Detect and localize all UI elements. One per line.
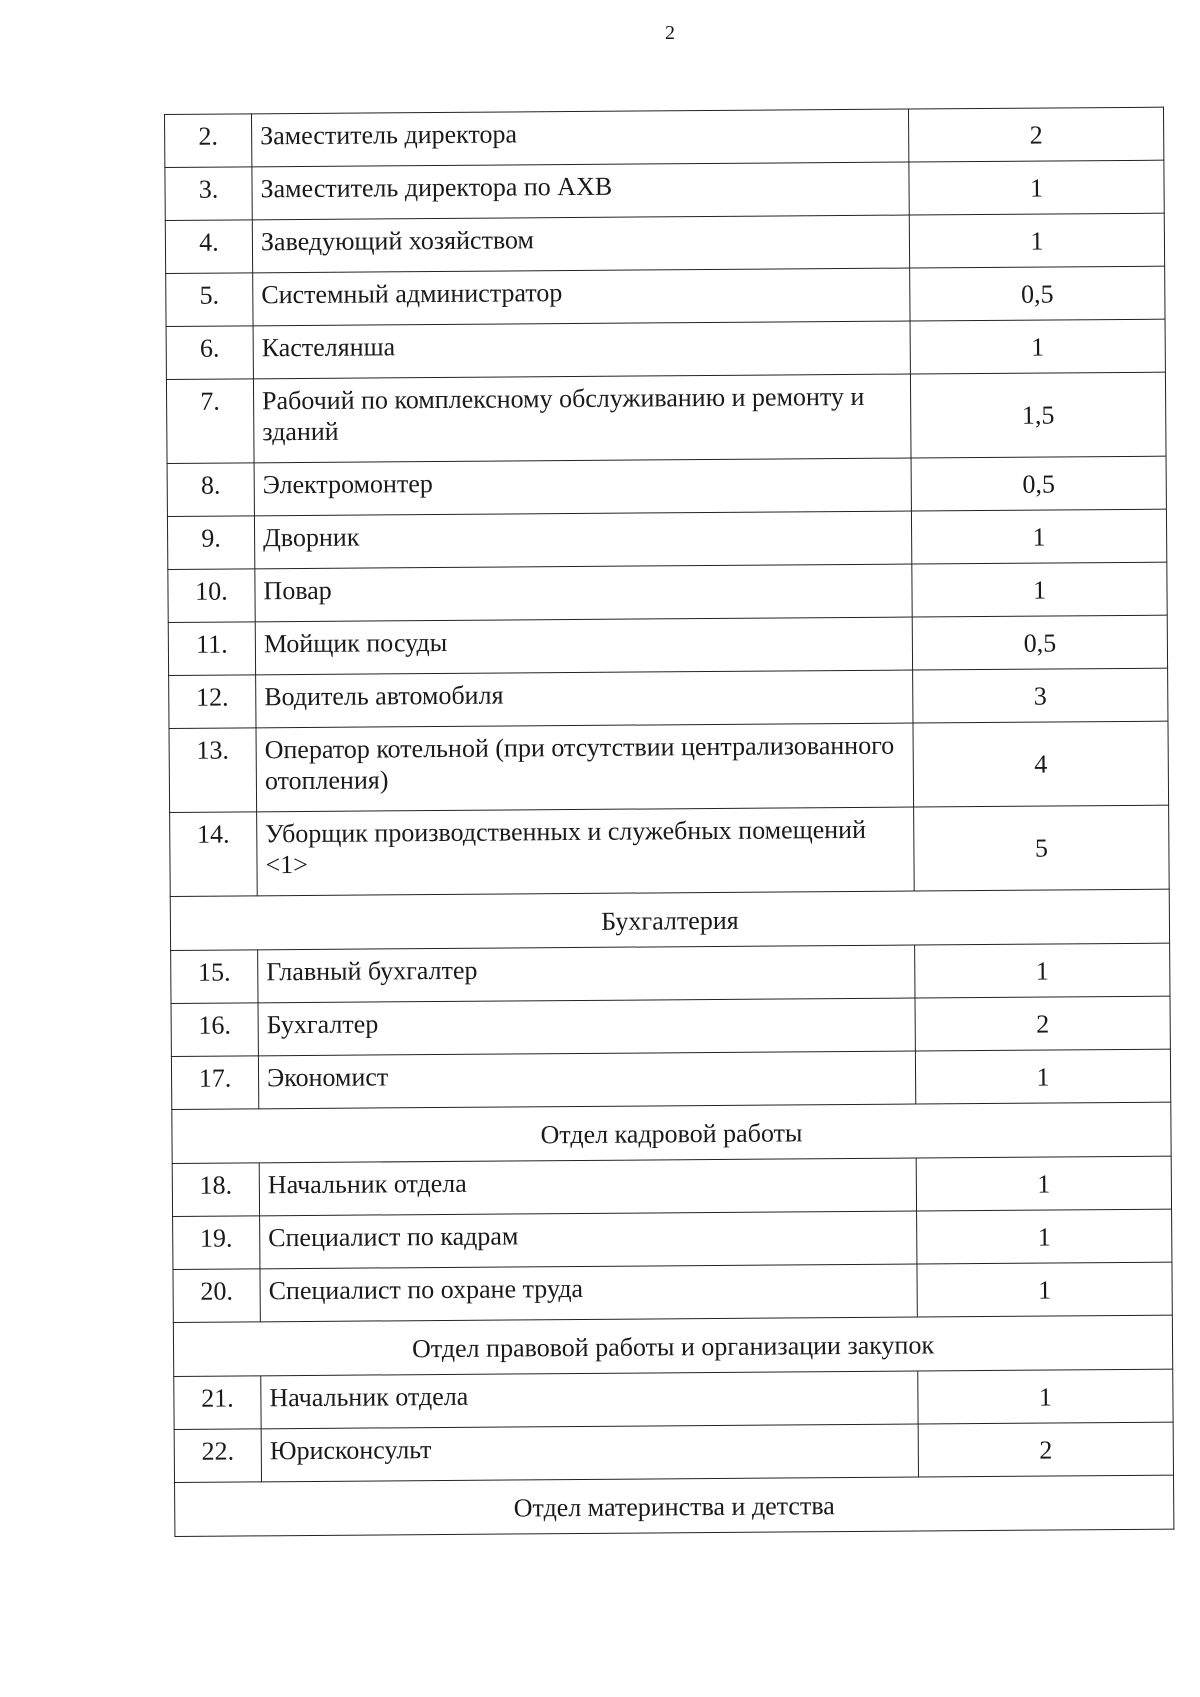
section-header-row [170,889,1169,950]
section-header-row [175,1475,1174,1536]
row-number: 12. [169,675,256,729]
position-name: Повар [255,564,912,622]
staff-count: 5 [914,805,1170,891]
position-name: Заведующий хозяйством [252,215,909,273]
row-number: 7. [166,379,254,464]
staff-count: 1 [917,1262,1172,1317]
row-number: 20. [173,1269,260,1323]
position-name: Мойщик посуды [255,617,912,675]
position-name: Юрисконсульт [261,1424,918,1482]
staff-count: 0,5 [911,456,1166,511]
row-number: 8. [167,463,254,517]
position-name: Кастелянша [253,321,910,379]
staff-count: 3 [913,668,1168,723]
table-row [172,1156,1171,1216]
row-number: 19. [173,1216,260,1270]
table-row [174,1422,1173,1482]
section-header-row [172,1102,1171,1163]
row-number: 17. [171,1056,258,1110]
position-name: Начальник отдела [261,1371,918,1429]
table-row [171,943,1170,1003]
section-title: Отдел правовой работы и организации закупок [173,1315,1172,1376]
staff-count: 1 [912,562,1167,617]
table-row [166,266,1165,326]
staff-table [164,107,1174,1537]
table-row [168,562,1167,622]
page-number: 2 [665,22,675,44]
table-row [165,213,1164,273]
table-row [174,1369,1173,1429]
table-row [169,668,1168,728]
row-number: 22. [174,1429,261,1483]
row-number: 6. [166,326,253,380]
staff-count: 1 [911,509,1166,564]
position-name: Бухгалтер [258,998,915,1056]
table-row [165,160,1164,220]
row-number: 15. [171,950,258,1004]
table-row [165,107,1164,167]
staff-count: 1 [918,1369,1173,1424]
table-row [173,1209,1172,1269]
staff-count: 1 [909,160,1164,215]
section-title: Бухгалтерия [170,889,1169,950]
row-number: 10. [168,569,255,623]
staff-count: 1,5 [910,372,1166,458]
position-name: Специалист по кадрам [260,1211,917,1269]
staff-count: 1 [916,1156,1171,1211]
staff-count: 2 [908,107,1163,162]
position-name: Начальник отдела [259,1158,916,1216]
table-row [167,456,1166,516]
row-number: 5. [166,273,253,327]
row-number: 18. [172,1163,259,1217]
staff-count: 4 [913,721,1169,807]
row-number: 3. [165,167,252,221]
row-number: 2. [165,114,252,168]
table-row [167,509,1166,569]
row-number: 11. [168,622,255,676]
position-name: Заместитель директора по АХВ [252,162,909,220]
position-name: Экономист [258,1051,915,1109]
table-row [170,805,1170,896]
staff-count: 1 [909,213,1164,268]
row-number: 4. [165,220,252,274]
row-number: 9. [167,516,254,570]
table-row [166,372,1166,463]
staff-count: 1 [915,943,1170,998]
table-row [171,1049,1170,1109]
position-name: Рабочий по комплексному обслуживанию и ремонту и зданий [253,374,911,463]
row-number: 16. [171,1003,258,1057]
staff-count: 2 [915,996,1170,1051]
table-body [165,107,1174,1536]
position-name: Электромонтер [254,458,911,516]
row-number: 14. [170,812,258,897]
position-name: Дворник [254,511,911,569]
section-title: Отдел кадровой работы [172,1102,1171,1163]
staff-count: 1 [915,1049,1170,1104]
table-row [173,1262,1172,1322]
position-name: Системный администратор [253,268,910,326]
staff-count: 0,5 [912,615,1167,670]
position-name: Заместитель директора [252,109,909,167]
position-name: Водитель автомобиля [256,670,913,728]
table-row [171,996,1170,1056]
section-title: Отдел материнства и детства [175,1475,1174,1536]
position-name: Главный бухгалтер [258,945,915,1003]
position-name: Уборщик производственных и служебных помещений <1> [257,807,915,896]
table-row [168,615,1167,675]
staff-count: 0,5 [910,266,1165,321]
staff-count: 1 [917,1209,1172,1264]
table-row [169,721,1169,812]
position-name: Специалист по охране труда [260,1264,917,1322]
staff-count: 1 [910,319,1165,374]
position-name: Оператор котельной (при отсутствии централизованного отопления) [256,723,914,812]
staff-count: 2 [918,1422,1173,1477]
row-number: 21. [174,1376,261,1430]
table-row [166,319,1165,379]
row-number: 13. [169,728,257,813]
section-header-row [173,1315,1172,1376]
